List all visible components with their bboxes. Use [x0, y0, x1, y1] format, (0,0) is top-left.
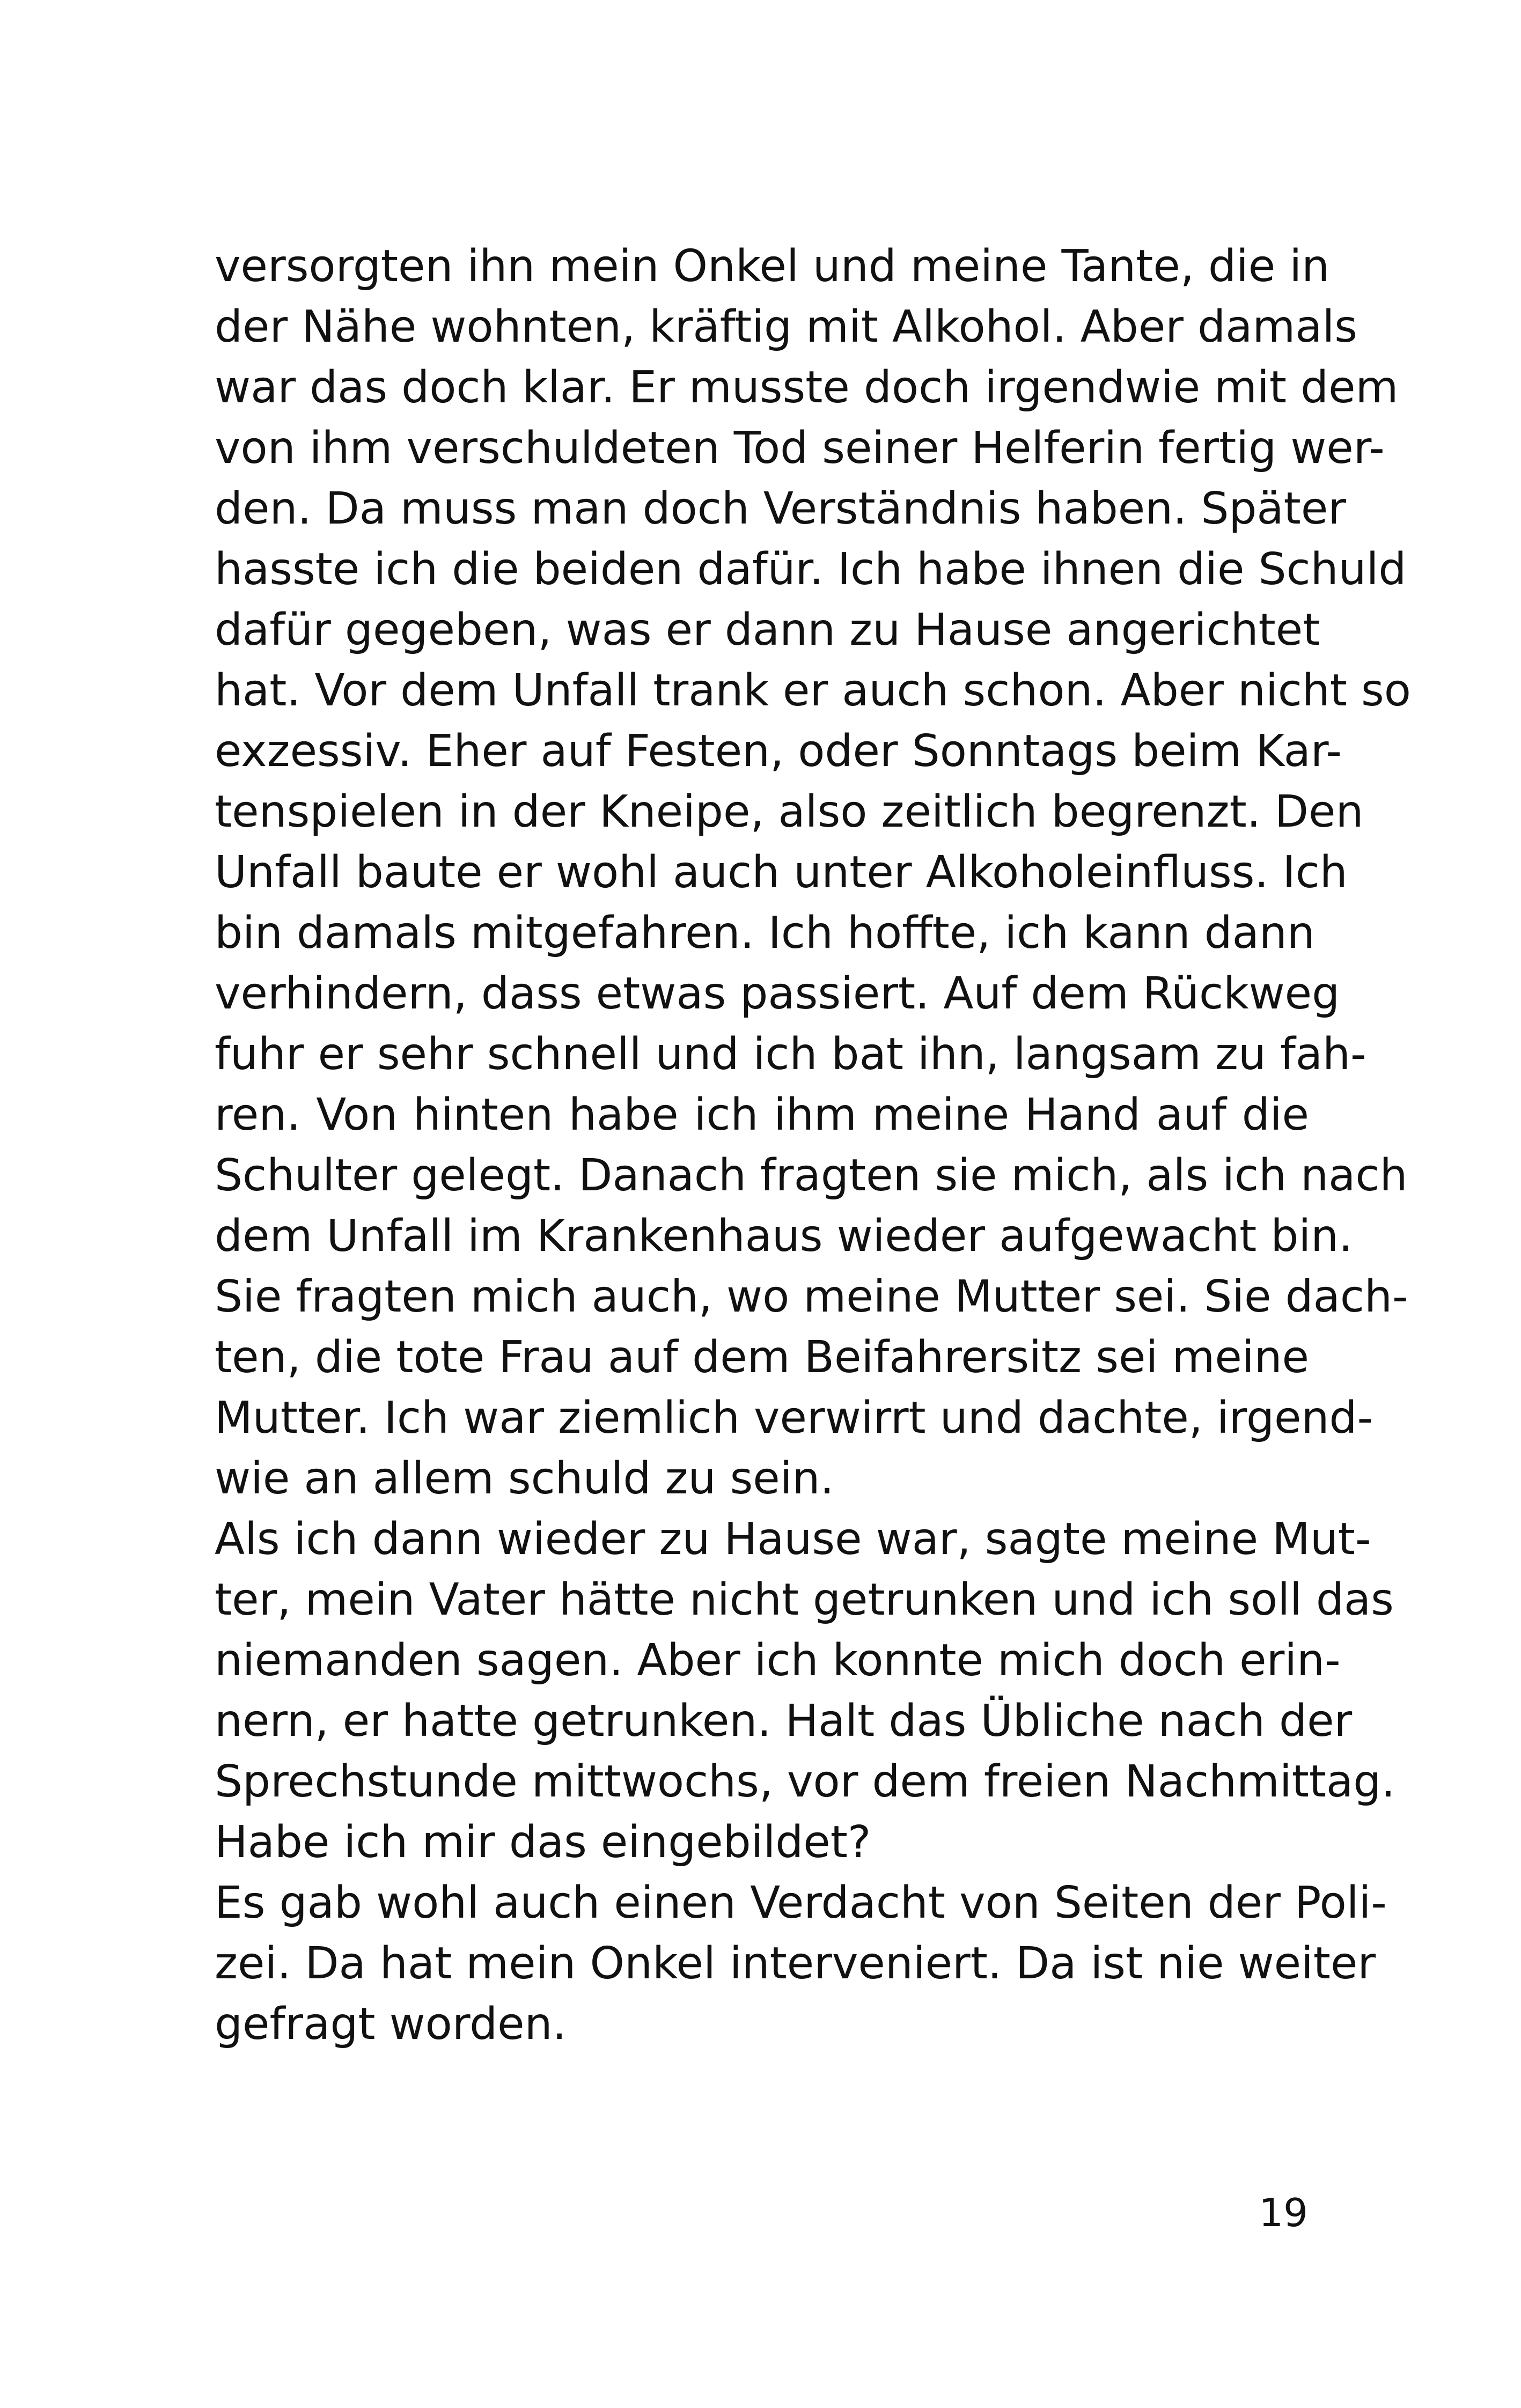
- text-line: Mutter. Ich war ziemlich verwirrt und dachte, irgend-: [215, 1393, 1373, 1444]
- text-line: Sprechstunde mittwochs, vor dem freien Nachmittag.: [215, 1756, 1395, 1807]
- text-line: wie an allem schuld zu sein.: [215, 1453, 834, 1504]
- text-line: Sie fragten mich auch, wo meine Mutter sei. Sie dach-: [215, 1271, 1408, 1322]
- page-number: 19: [1259, 2190, 1308, 2235]
- text-line: Habe ich mir das eingebildet?: [215, 1817, 871, 1868]
- text-line: versorgten ihn mein Onkel und meine Tante, die in: [215, 241, 1330, 292]
- body-text: [215, 236, 1411, 2054]
- text-line: ten, die tote Frau auf dem Beifahrersitz sei meine: [215, 1332, 1309, 1383]
- text-line: niemanden sagen. Aber ich konnte mich doch erin-: [215, 1635, 1341, 1686]
- text-line: nern, er hatte getrunken. Halt das Übliche nach der: [215, 1696, 1353, 1747]
- text-line: exzessiv. Eher auf Festen, oder Sonntags beim Kar-: [215, 726, 1342, 777]
- text-line: ren. Von hinten habe ich ihm meine Hand auf die: [215, 1089, 1309, 1140]
- text-line: den. Da muss man doch Verständnis haben. Später: [215, 483, 1346, 534]
- text-line: der Nähe wohnten, kräftig mit Alkohol. Aber damals: [215, 301, 1357, 352]
- text-line: verhindern, dass etwas passiert. Auf dem Rückweg: [215, 968, 1340, 1019]
- text-line: gefragt worden.: [215, 1999, 567, 2050]
- text-line: bin damals mitgefahren. Ich hoffte, ich kann dann: [215, 908, 1315, 959]
- text-line: Schulter gelegt. Danach fragten sie mich, als ich nach: [215, 1150, 1408, 1201]
- text-line: dem Unfall im Krankenhaus wieder aufgewacht bin.: [215, 1211, 1353, 1262]
- text-line: war das doch klar. Er musste doch irgendwie mit dem: [215, 362, 1399, 413]
- paragraph: [215, 1873, 1387, 2054]
- text-line: tenspielen in der Kneipe, also zeitlich begrenzt. Den: [215, 786, 1364, 837]
- text-line: hat. Vor dem Unfall trank er auch schon. Aber nicht so: [215, 665, 1411, 716]
- text-line: Unfall baute er wohl auch unter Alkoholeinfluss. Ich: [215, 847, 1348, 898]
- text-line: von ihm verschuldeten Tod seiner Helferin fertig wer-: [215, 423, 1385, 474]
- text-line: dafür gegeben, was er dann zu Hause angerichtet: [215, 605, 1320, 656]
- text-line: zei. Da hat mein Onkel interveniert. Da ist nie weiter: [215, 1938, 1376, 1989]
- paragraph: [215, 1509, 1395, 1873]
- text-line: fuhr er sehr schnell und ich bat ihn, langsam zu fah-: [215, 1029, 1366, 1080]
- text-line: Als ich dann wieder zu Hause war, sagte meine Mut-: [215, 1514, 1371, 1565]
- paragraph: [215, 236, 1411, 1509]
- text-line: hasste ich die beiden dafür. Ich habe ihnen die Schuld: [215, 544, 1407, 595]
- text-line: ter, mein Vater hätte nicht getrunken und ich soll das: [215, 1574, 1394, 1625]
- text-line: Es gab wohl auch einen Verdacht von Seiten der Poli-: [215, 1877, 1387, 1928]
